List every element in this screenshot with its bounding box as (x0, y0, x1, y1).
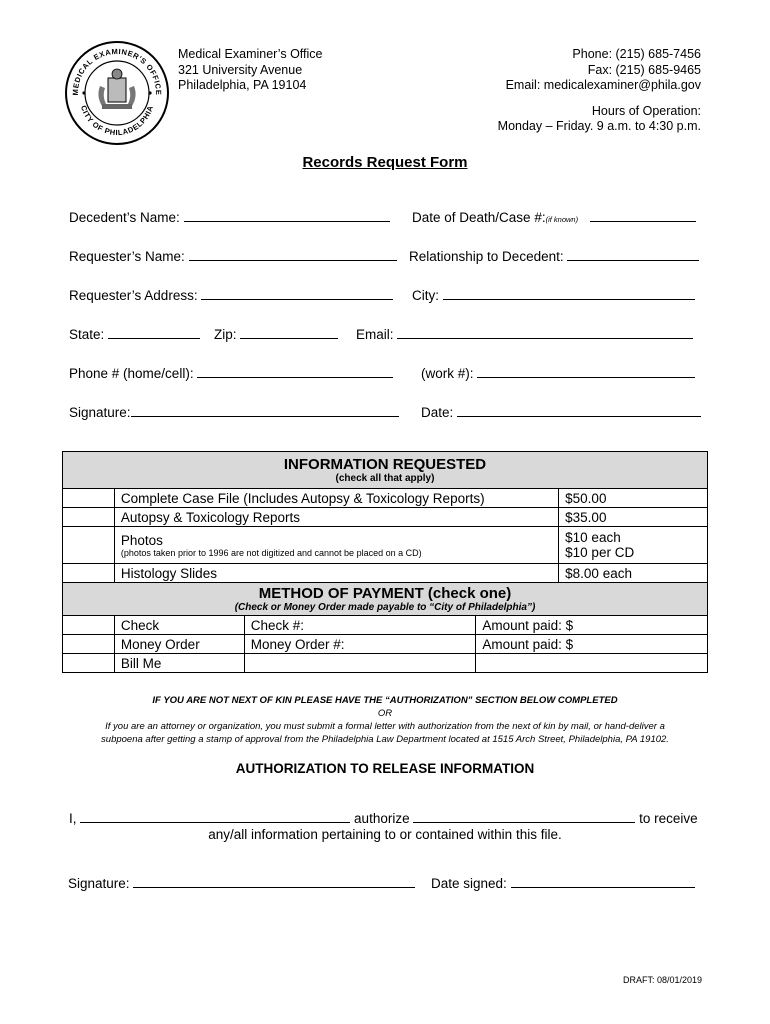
table-row (63, 564, 708, 583)
table-row (63, 654, 708, 673)
hours-label: Hours of Operation: (591, 103, 701, 118)
email-text: Email: medicalexaminer@phila.gov (505, 78, 701, 92)
item-label: Complete Case File (Includes Autopsy & Toxicology Reports) (114, 489, 558, 508)
authorization-signature-field[interactable]: Signature: (68, 875, 415, 891)
next-of-kin-notice (40, 694, 730, 746)
amount-paid-field (476, 654, 708, 673)
phone-text: Phone: (215) 685-7456 (572, 47, 701, 61)
state-field[interactable]: State: (69, 326, 200, 342)
phone-home-field[interactable]: Phone # (home/cell): (69, 365, 393, 381)
amount-paid-field[interactable]: Amount paid: $ (476, 635, 708, 654)
payment-method: Check (114, 616, 244, 635)
item-label: Autopsy & Toxicology Reports (114, 508, 558, 527)
date-field[interactable]: Date: (421, 404, 701, 420)
info-requested-title: INFORMATION REQUESTED (283, 456, 487, 473)
checkbox-check[interactable] (63, 616, 115, 635)
item-price: $8.00 each (559, 564, 708, 583)
payment-method: Money Order (114, 635, 244, 654)
payment-method: Bill Me (114, 654, 244, 673)
phone-work-field[interactable]: (work #): (421, 365, 695, 381)
authorization-line-2: any/all information pertaining to or contained within this file. (208, 827, 562, 842)
checkbox-photos[interactable] (63, 527, 115, 564)
item-price-cd: $10 per CD (565, 545, 635, 560)
table-row (63, 527, 708, 564)
checkbox-histology[interactable] (63, 564, 115, 583)
authorization-statement[interactable]: I, authorize to receive (69, 811, 698, 826)
date-of-death-field[interactable]: Date of Death/Case #:(if known) (412, 209, 696, 225)
payment-number-field[interactable]: Check #: (244, 616, 476, 635)
relationship-field[interactable]: Relationship to Decedent: (409, 248, 699, 264)
notice-line-3: If you are an attorney or organization, you must submit a formal letter with authorization from the next of kin by mail, or hand-deliver a (105, 721, 665, 732)
checkbox-money-order[interactable] (63, 635, 115, 654)
authorization-title: AUTHORIZATION TO RELEASE INFORMATION (235, 761, 535, 776)
svg-text:CITY OF PHILADELPHIA: CITY OF PHILADELPHIA (78, 104, 156, 138)
office-name: Medical Examiner’s Office (178, 47, 323, 61)
zip-field[interactable]: Zip: (214, 326, 338, 342)
draft-date: DRAFT: 08/01/2019 (622, 975, 702, 985)
notice-line-2: OR (377, 708, 393, 719)
request-table (62, 451, 708, 673)
table-row (63, 616, 708, 635)
amount-paid-field[interactable]: Amount paid: $ (476, 616, 708, 635)
checkbox-bill-me[interactable] (63, 654, 115, 673)
office-city: Philadelphia, PA 19104 (178, 78, 307, 92)
requester-name-field[interactable]: Requester’s Name: (69, 248, 397, 264)
item-price: $10 each (565, 530, 621, 545)
email-field[interactable]: Email: (356, 326, 693, 342)
city-field[interactable]: City: (412, 287, 695, 303)
photos-note: (photos taken prior to 1996 are not digitized and cannot be placed on a CD) (120, 547, 422, 558)
office-street: 321 University Avenue (178, 62, 303, 77)
checkbox-complete-case-file[interactable] (63, 489, 115, 508)
payment-title: METHOD OF PAYMENT (check one) (258, 585, 512, 602)
table-row (63, 489, 708, 508)
payment-number-field[interactable]: Money Order #: (244, 635, 476, 654)
item-price: $50.00 (559, 489, 708, 508)
city-seal-logo (64, 40, 170, 146)
payment-header (63, 583, 708, 616)
item-label: Histology Slides (114, 564, 558, 583)
notice-line-4: subpoena after getting a stamp of approval from the Philadelphia Law Department located at 1515 Arch Street, Philadelphia, PA 19102. (101, 734, 669, 745)
table-row (63, 635, 708, 654)
payment-subtitle: (Check or Money Order made payable to “City of Philadelphia”) (234, 602, 536, 613)
hours-text: Monday – Friday. 9 a.m. to 4:30 p.m. (497, 119, 701, 133)
notice-line-1: IF YOU ARE NOT NEXT OF KIN PLEASE HAVE THE “AUTHORIZATION” SECTION BELOW COMPLETED (152, 695, 618, 706)
contact-info (498, 47, 701, 135)
svg-text:MEDICAL EXAMINER'S OFFICE: MEDICAL EXAMINER'S OFFICE (70, 46, 164, 96)
fax-text: Fax: (215) 685-9465 (587, 62, 701, 77)
item-price: $35.00 (559, 508, 708, 527)
date-signed-field[interactable]: Date signed: (431, 875, 695, 891)
office-address (178, 47, 323, 94)
table-row (63, 508, 708, 527)
payment-number-field (244, 654, 476, 673)
decedent-name-field[interactable]: Decedent’s Name: (69, 209, 390, 225)
checkbox-autopsy-toxicology[interactable] (63, 508, 115, 527)
form-title: Records Request Form (302, 154, 468, 171)
signature-field[interactable]: Signature: (69, 404, 399, 420)
requester-address-field[interactable]: Requester’s Address: (69, 287, 393, 303)
info-requested-subtitle: (check all that apply) (335, 473, 435, 484)
item-label: Photos (120, 532, 163, 548)
info-requested-header (63, 452, 708, 489)
